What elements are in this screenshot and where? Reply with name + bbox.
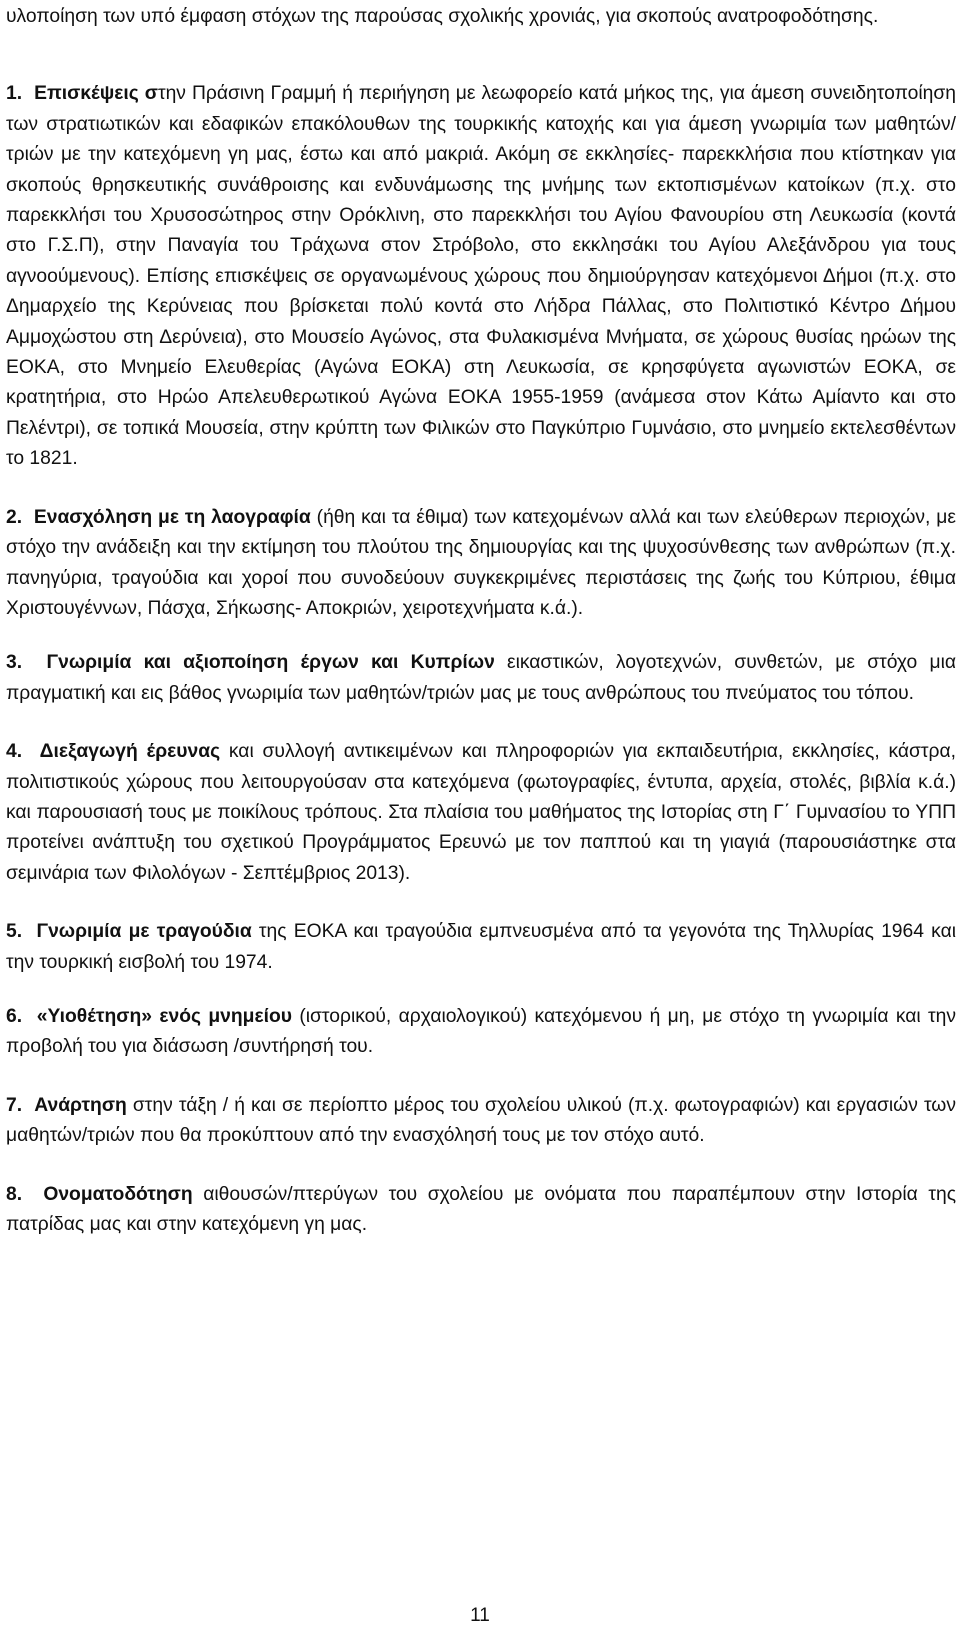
item-body: εικαστικών, λογοτεχνών, συνθετών, με στόχο μια πραγματική και εις βάθος γνωριμία των μαθητών/τριών μας με τους ανθρώπους του πνεύματος του τόπου. (6, 652, 956, 704)
item-heading: Ονοματοδότηση (43, 1183, 193, 1205)
item-body: της ΕΟΚΑ και τραγούδια εμπνευσμένα από τα γεγονότα της Τηλλυρίας 1964 και την τουρκική εισβολή του 1974. (6, 921, 956, 973)
item-number: 7. (6, 1094, 23, 1116)
list-item-2 (6, 503, 956, 625)
item-heading: Γνωριμία και αξιοποίηση έργων και Κυπρίων (46, 652, 495, 674)
item-body: και συλλογή αντικειμένων και πληροφοριών για εκπαιδευτήρια, εκκλησίες, κάστρα, πολιτιστικούς χώρους που λειτουργούσαν στα κατεχόμενα (φωτογραφίες, έντυπα, αρχεία, στολές, βιβλία κ.ά.) και παρουσιασή τους με ποικίλους τρόπους. Στα πλαίσια του μαθήματος της Ιστορίας στη Γ΄ Γυμνασίου το ΥΠΠ προτείνει ανάπτυξη του σχετικού Προγράμματος Ερευνώ με τον παππού και τη γιαγιά (παρουσιάστηκε στα σεμινάρια των Φιλολόγων - Σεπτέμβριος 2013). (6, 741, 957, 884)
item-heading: Ενασχόληση με τη λαογραφία (33, 506, 311, 528)
item-number: 3. (6, 652, 23, 674)
item-number: 2. (6, 506, 23, 528)
page-content (6, 0, 956, 1240)
list-item-5 (6, 917, 956, 978)
item-heading: «Υιοθέτηση» ενός μνημείου (36, 1005, 292, 1027)
list-item-6 (6, 1002, 956, 1063)
item-body: την Πράσινη Γραμμή ή περιήγηση με λεωφορείο κατά μήκος της, για άμεση συνειδητοποίηση των στρατιωτικών και εδαφικών επακόλουθων της τουρκικής κατοχής και για άμεση γνωριμία των μαθητών/τριών με την κατεχόμενη γη μας, έστω και από μακριά. Ακόμη σε εκκλησίες- παρεκκλήσια που κτίστηκαν για σκοπούς θρησκευτικής συνάθροισης και ενδυνάμωσης της μνήμης των εκτοπισμένων κατοίκων (π.χ. στο παρεκκλήσι του Χρυσοσώτηρος στην Ορόκλινη, στο παρεκκλήσι του Αγίου Φανουρίου στη Λευκωσία (κοντά στο Γ.Σ.Π), στην Παναγία του Τράχωνα στον Στρόβολο, στο εκκλησάκι του Αγίου Αλεξάνδρου για τους αγνοούμενους). Επίσης επισκέψεις σε οργανωμένους χώρους που δημιούργησαν κατεχόμενοι Δήμοι (π.χ. στο Δημαρχείο της Κερύνειας που βρίσκεται πολύ κοντά στο Λήδρα Πάλλας, στο Πολιτιστικό Κέντρο Δήμου Αμμοχώστου στη Δερύνεια), στο Μουσείο Αγώνος, στα Φυλακισμένα Μνήματα, σε χώρους θυσίας ηρώων της ΕΟΚΑ, στο Μνημείο Ελευθερίας (Αγώνα ΕΟΚΑ) στη Λευκωσία, σε κρησφύγετα αγωνιστών ΕΟΚΑ, σε κρατητήρια, στο Ηρώο Απελευθερωτικού Αγώνα ΕΟΚΑ 1955-1959 (ανάμεσα στον Κάτω Αμίαντο και στο Πελέντρι), σε τοπικά Μουσεία, στην κρύπτη των Φιλικών στο Παγκύπριο Γυμνάσιο, στο μνημείο εκτελεσθέντων το 1821. (6, 83, 956, 470)
item-body: αιθουσών/πτερύγων του σχολείου με ονόματα που παραπέμπουν στην Ιστορία της πατρίδας μας και στην κατεχόμενη γη μας. (6, 1183, 957, 1235)
item-heading: Γνωριμία με τραγούδια (36, 921, 252, 943)
item-body: (ιστορικού, αρχαιολογικού) κατεχόμενου ή μη, με στόχο τη γνωριμία και την προβολή του για διάσωση /συντήρησή του. (6, 1005, 956, 1058)
item-number: 8. (6, 1183, 23, 1205)
item-number: 6. (6, 1005, 23, 1027)
item-number: 1. (6, 83, 23, 105)
item-heading: Επισκέψεις σ (34, 83, 158, 105)
item-number: 5. (6, 921, 23, 943)
list-item-1 (6, 79, 956, 474)
intro-paragraph: υλοποίηση των υπό έμφαση στόχων της παρούσας σχολικής χρονιάς, για σκοπούς ανατροφοδότησης. (6, 6, 879, 27)
item-heading: Ανάρτηση (34, 1094, 127, 1116)
list-item-3 (6, 648, 956, 709)
list-item-8 (6, 1180, 956, 1241)
item-heading: Διεξαγωγή έρευνας (39, 741, 221, 763)
list-item-7 (6, 1091, 956, 1152)
item-number: 4. (6, 741, 23, 763)
item-body: στην τάξη / ή και σε περίοπτο μέρος του σχολείου υλικού (π.χ. φωτογραφιών) και εργασιών των μαθητών/τριών που θα προκύπτουν από την ενασχόλησή τους με τον στόχο αυτό. (6, 1094, 956, 1147)
page-number: 11 (470, 1605, 490, 1626)
list-item-4 (6, 737, 956, 889)
item-body: (ήθη και τα έθιμα) των κατεχομένων αλλά και των ελεύθερων περιοχών, με στόχο την ανάδειξη και την εκτίμηση του πλούτου της δημιουργίας και της ψυχοσύνθεσης των ανθρώπων (π.χ. πανηγύρια, τραγούδια και χοροί που συνοδεύουν συγκεκριμένες περιστάσεις της ζωής του Κύπριου, έθιμα Χριστουγέννων, Πάσχα, Σήκωσης- Αποκριών, χειροτεχνήματα κ.ά.). (6, 506, 956, 619)
